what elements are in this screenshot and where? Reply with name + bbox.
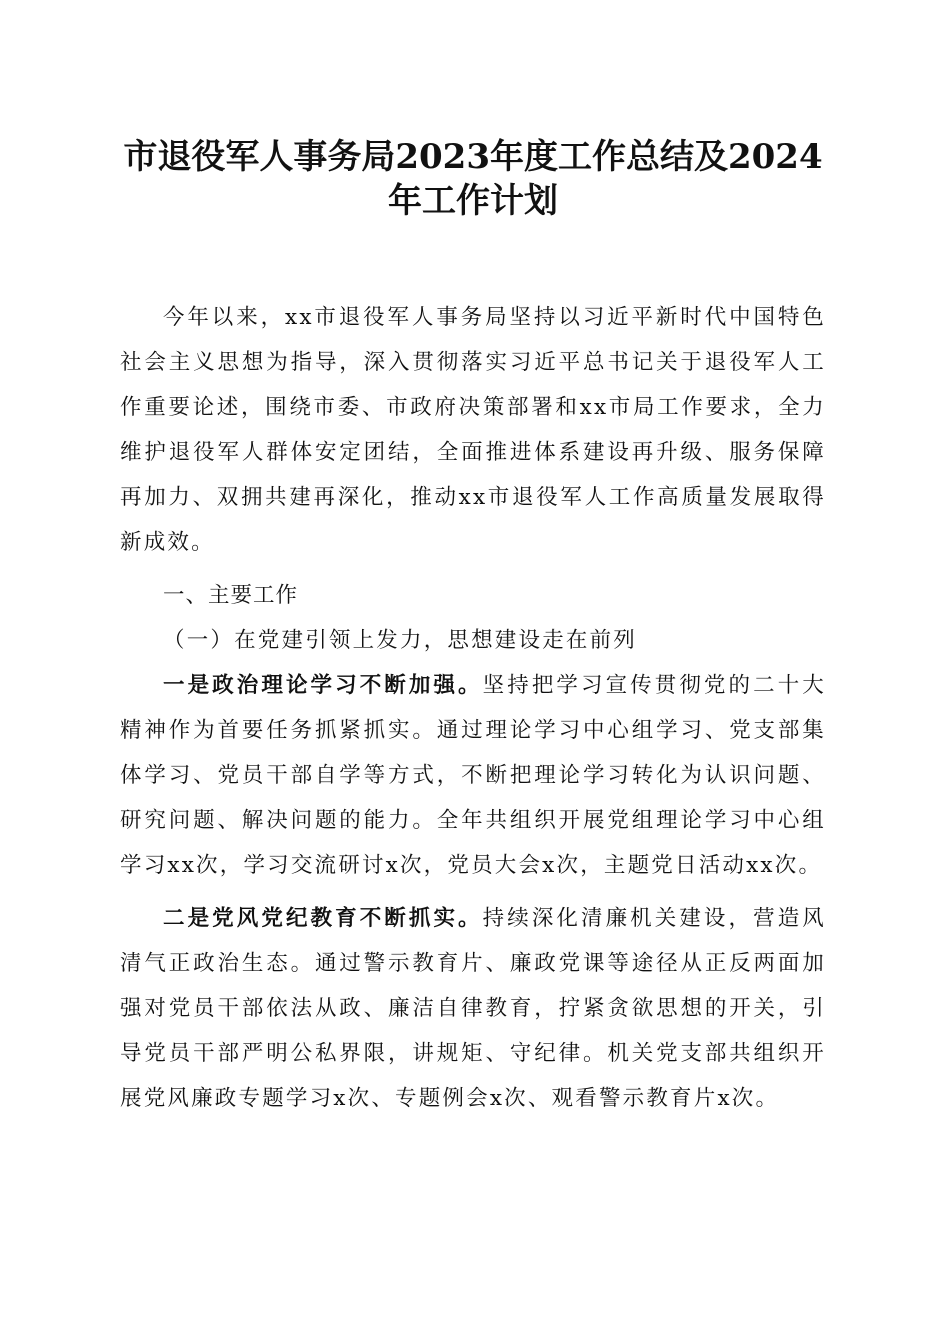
- item-paragraph-1: [120, 663, 826, 888]
- section-heading: 一、主要工作: [163, 583, 299, 608]
- intro-paragraph: 今年以来，xx市退役军人事务局坚持以习近平新时代中国特色社会主义思想为指导，深入贯彻落实习近平总书记关于退役军人工作重要论述，围绕市委、市政府决策部署和xx市局工作要求，全力维护退役军人群体安定团结，全面推进体系建设再升级、服务保障再加力、双拥共建再深化，推动xx市退役军人工作高质量发展取得新成效。: [120, 305, 826, 555]
- item-lead-2: 二是党风党纪教育不断抓实。: [163, 906, 483, 931]
- item-paragraph-2: [120, 896, 826, 1121]
- document-title: 市退役军人事务局2023年度工作总结及2024年工作计划: [123, 137, 823, 221]
- item-lead-1: 一是政治理论学习不断加强。: [163, 673, 483, 698]
- subsection-heading: （一）在党建引领上发力，思想建设走在前列: [163, 628, 638, 653]
- document-page: [120, 135, 826, 1121]
- item-text-2: 持续深化清廉机关建设，营造风清气正政治生态。通过警示教育片、廉政党课等途径从正反两面加强对党员干部依法从政、廉洁自律教育，拧紧贪欲思想的开关，引导党员干部严明公私界限，讲规矩、守纪律。机关党支部共组织开展党风廉政专题学习x次、专题例会x次、观看警示教育片x次。: [120, 906, 826, 1111]
- item-text-1: 坚持把学习宣传贯彻党的二十大精神作为首要任务抓紧抓实。通过理论学习中心组学习、党支部集体学习、党员干部自学等方式，不断把理论学习转化为认识问题、研究问题、解决问题的能力。全年共组织开展党组理论学习中心组学习xx次，学习交流研讨x次，党员大会x次，主题党日活动xx次。: [120, 673, 826, 878]
- document-body: [120, 295, 826, 1121]
